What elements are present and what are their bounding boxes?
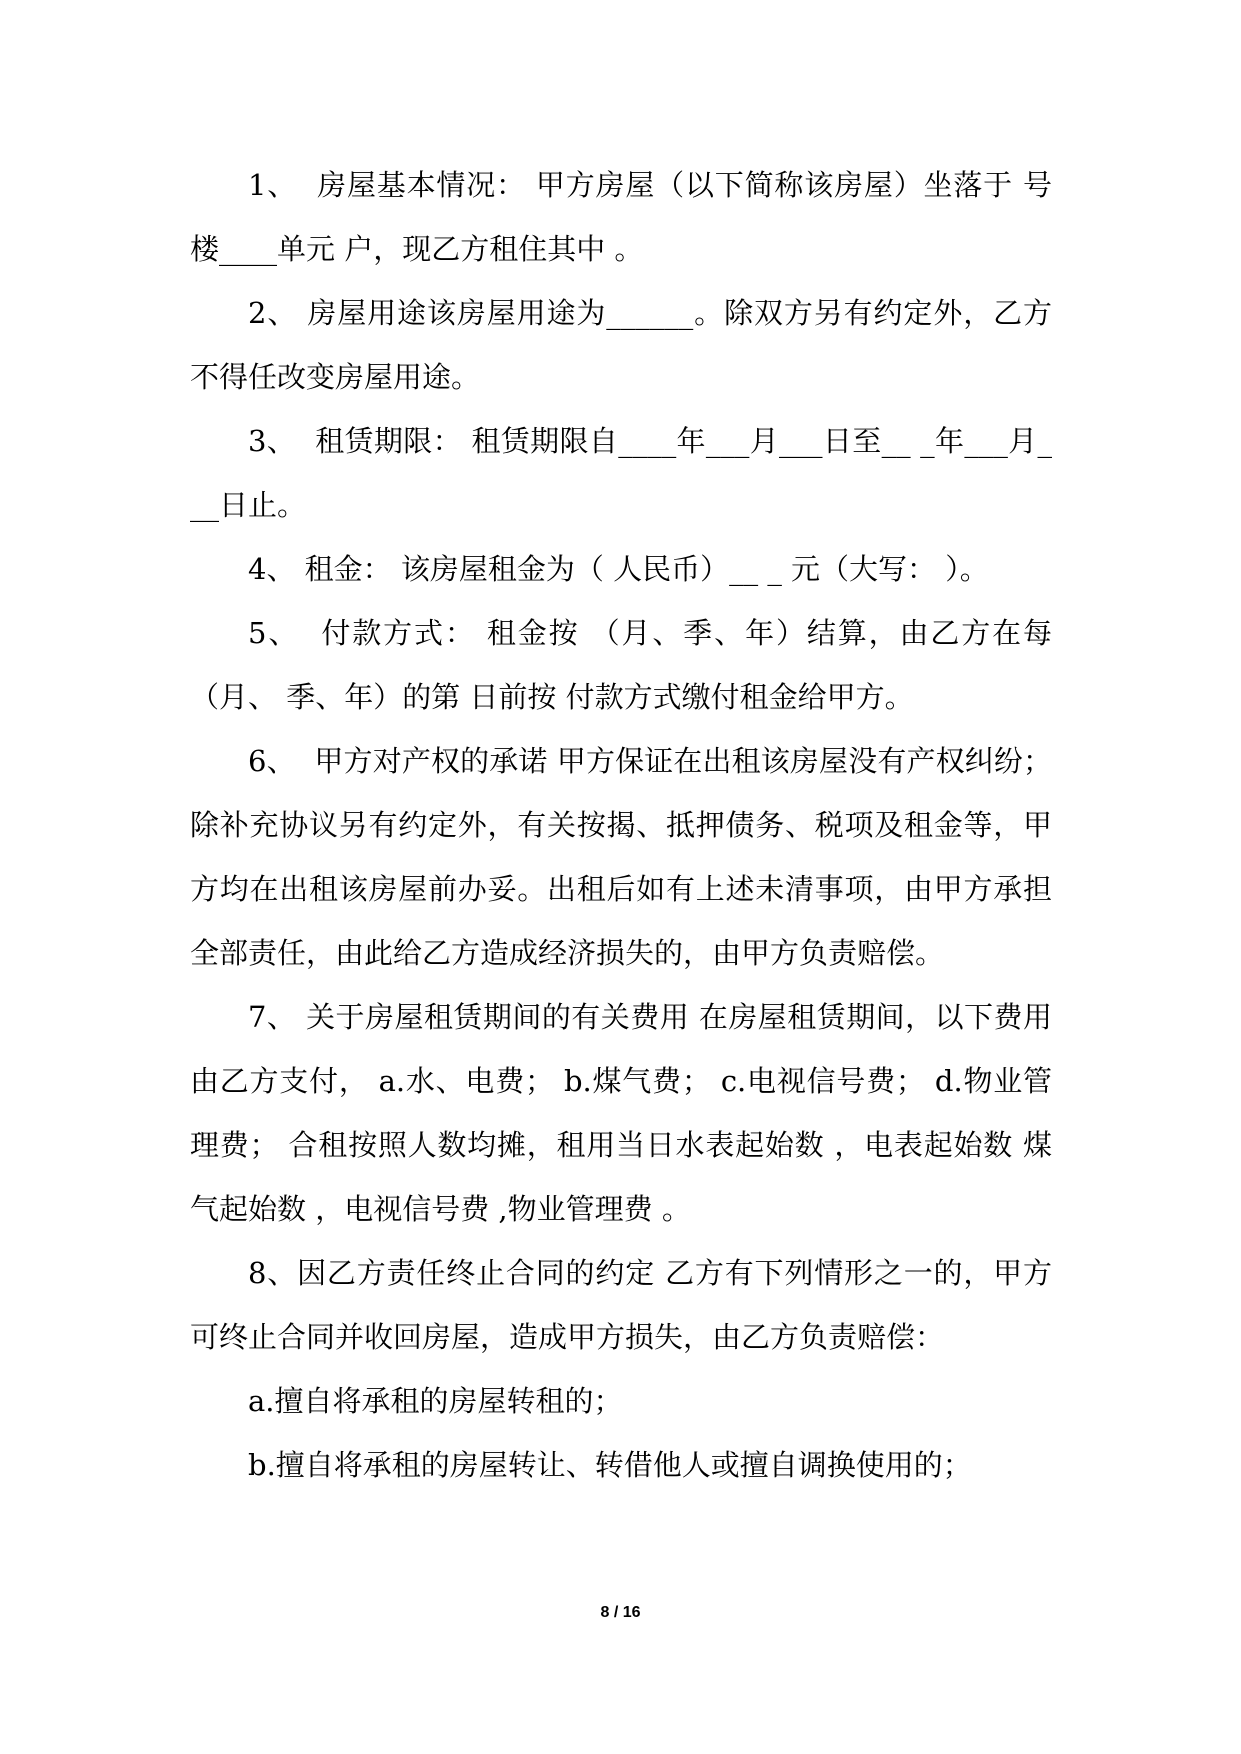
clause-7-fees: 7、 关于房屋租赁期间的有关费用 在房屋租赁期间，以下费用由乙方支付， a.水、电费； b.煤气费； c.电视信号费； d.物业管理费； 合租按照人数均摊，租用当日水表起始数 ，电表起始数 煤气起始数 ，电视信号费 ,物业管理费 。 (190, 1000, 1052, 1226)
clause-8-termination: 8、因乙方责任终止合同的约定 乙方有下列情形之一的，甲方可终止合同并收回房屋，造成甲方损失，由乙方负责赔偿： (190, 1256, 1052, 1354)
clause-2-house-use: 2、 房屋用途该房屋用途为______。除双方另有约定外，乙方不得任改变房屋用途。 (190, 296, 1052, 394)
clause-1-house-info: 1、 房屋基本情况： 甲方房屋（以下简称该房屋）坐落于 号楼____单元 户，现乙方租住其中 。 (190, 168, 1052, 266)
clause-8-item-a: a.擅自将承租的房屋转租的； (248, 1384, 623, 1418)
document-body (190, 153, 1052, 1497)
clause-8-item-b: b.擅自将承租的房屋转让、转借他人或擅自调换使用的； (248, 1448, 972, 1482)
page-number: 8 / 16 (600, 1604, 641, 1621)
clause-6-property-rights: 6、 甲方对产权的承诺 甲方保证在出租该房屋没有产权纠纷；除补充协议另有约定外，有关按揭、抵押债务、税项及租金等，甲方均在出租该房屋前办妥。出租后如有上述未清事项，由甲方承担全部责任，由此给乙方造成经济损失的，由甲方负责赔偿。 (190, 744, 1052, 970)
clause-4-rent: 4、 租金： 该房屋租金为（ 人民币）__ _ 元（大写： ）。 (248, 552, 989, 586)
clause-3-lease-term: 3、 租赁期限： 租赁期限自____年___月___日至__ _年___月___日止。 (190, 424, 1052, 522)
clause-5-payment-method: 5、 付款方式： 租金按 （月、季、年）结算，由乙方在每（月、 季、年）的第 日前按 付款方式缴付租金给甲方。 (190, 616, 1052, 714)
